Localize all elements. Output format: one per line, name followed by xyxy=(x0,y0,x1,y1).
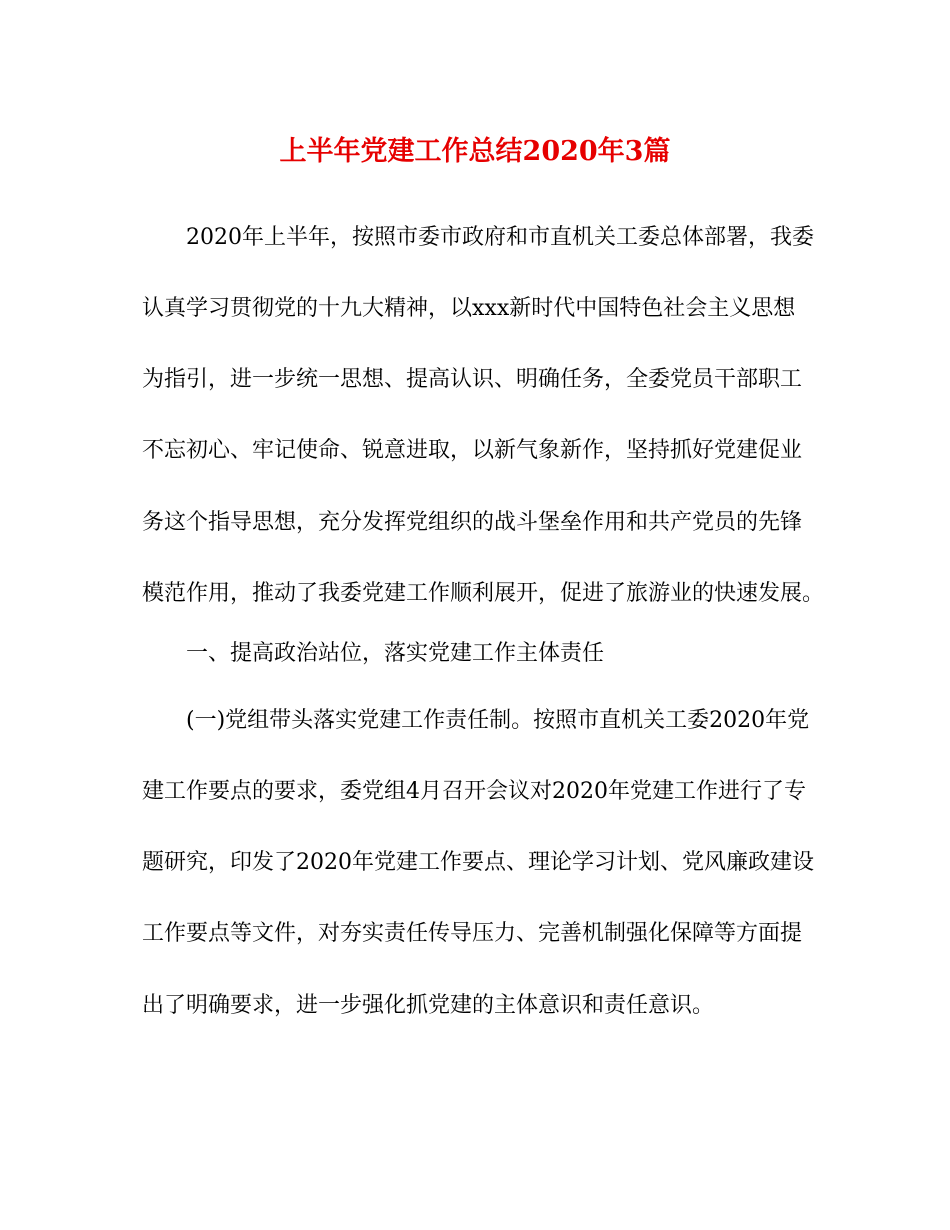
paragraph-2-line-3: 题研究，印发了2020年党建工作要点、理论学习计划、党风廉政建设 xyxy=(142,850,814,875)
paragraph-1-line-6: 模范作用，推动了我委党建工作顺利展开，促进了旅游业的快速发展。 xyxy=(142,581,825,606)
paragraph-1-line-1: 2020年上半年，按照市委市政府和市直机关工委总体部署，我委 xyxy=(186,225,814,250)
section-heading-1: 一、提高政治站位，落实党建工作主体责任 xyxy=(186,641,605,666)
paragraph-2-line-5: 出了明确要求，进一步强化抓党建的主体意识和责任意识。 xyxy=(142,993,715,1018)
paragraph-1-line-5: 务这个指导思想，充分发挥党组织的战斗堡垒作用和共产党员的先锋 xyxy=(142,510,803,535)
paragraph-2-line-1: (一)党组带头落实党建工作责任制。按照市直机关工委2020年党 xyxy=(186,708,810,733)
paragraph-1-line-3: 为指引，进一步统一思想、提高认识、明确任务，全委党员干部职工 xyxy=(142,367,803,392)
paragraph-2-line-4: 工作要点等文件，对夯实责任传导压力、完善机制强化保障等方面提 xyxy=(142,921,803,946)
paragraph-1-line-2: 认真学习贯彻党的十九大精神，以xxx新时代中国特色社会主义思想 xyxy=(142,296,796,321)
document-title: 上半年党建工作总结2020年3篇 xyxy=(279,136,671,167)
paragraph-2-line-2: 建工作要点的要求，委党组4月召开会议对2020年党建工作进行了专 xyxy=(142,779,806,804)
paragraph-1-line-4: 不忘初心、牢记使命、锐意进取，以新气象新作，坚持抓好党建促业 xyxy=(142,438,803,463)
